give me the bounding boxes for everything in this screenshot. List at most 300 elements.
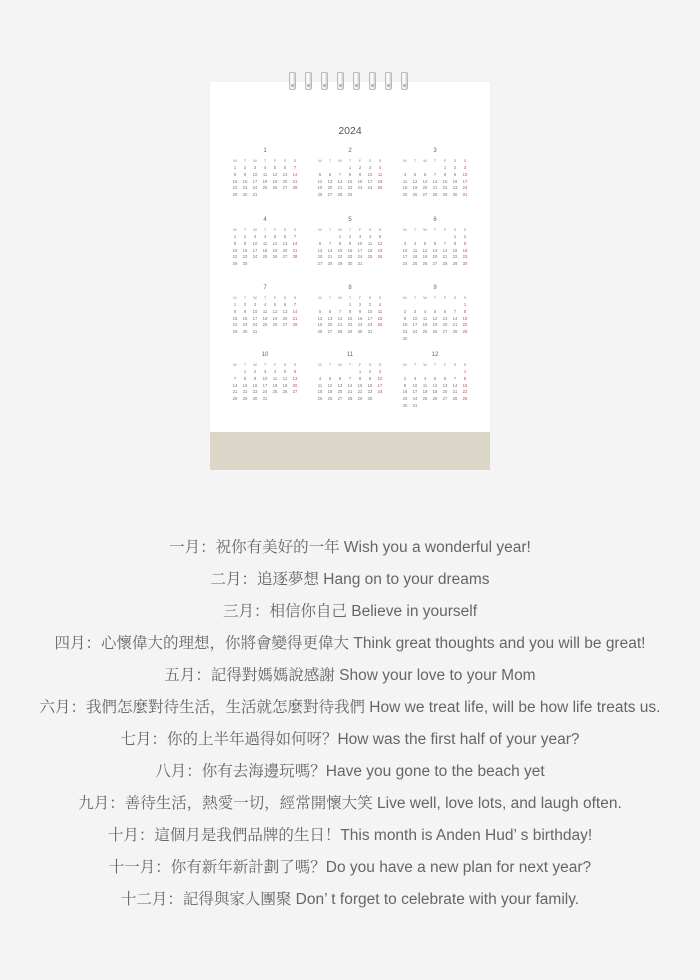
calendar-day: 28: [452, 329, 458, 335]
weekday-header: T: [433, 363, 437, 367]
weekday-header: T: [348, 363, 352, 367]
weekday-header: W: [423, 363, 427, 367]
calendar-day: 27: [282, 322, 288, 328]
weekday-header: T: [263, 159, 267, 163]
calendar-day: 27: [442, 329, 448, 335]
weekday-header: F: [273, 363, 277, 367]
calendar-day: 31: [262, 396, 268, 402]
spiral-ring: [385, 72, 392, 90]
calendar-day: 10: [262, 375, 268, 381]
weekday-header: M: [403, 296, 407, 300]
calendar-day: 28: [347, 396, 353, 402]
calendar-day: 28: [337, 329, 343, 335]
calendar-day: 14: [327, 247, 333, 253]
calendar-day: 23: [367, 389, 373, 395]
calendar-day: 13: [422, 178, 428, 184]
weekday-header: S: [378, 363, 382, 367]
weekday-header: M: [403, 228, 407, 232]
calendar-day: 2: [243, 302, 247, 307]
message-august: 八月：你有去海邊玩嗎？Have you gone to the beach yet: [155, 763, 545, 780]
calendar-day: 9: [253, 375, 257, 381]
calendar-day: 16: [402, 322, 408, 328]
calendar-day: 2: [253, 369, 257, 374]
calendar-day: 25: [262, 185, 268, 191]
calendar-day: 16: [452, 178, 458, 184]
calendar-day: 20: [282, 247, 288, 253]
calendar-day: 18: [422, 389, 428, 395]
calendar-day: 21: [432, 185, 438, 191]
calendar-day: 4: [403, 171, 407, 177]
calendar-day: 5: [433, 375, 437, 381]
calendar-day: 22: [347, 185, 353, 191]
calendar-day: 16: [242, 247, 248, 253]
calendar-day: 18: [377, 315, 383, 321]
calendar-day: 11: [377, 171, 383, 177]
calendar-day: 29: [232, 261, 238, 267]
calendar-day: 8: [348, 308, 352, 314]
calendar-day: 23: [242, 254, 248, 260]
calendar-stand-base: [210, 432, 490, 470]
calendar-day: 24: [367, 185, 373, 191]
calendar-day: 15: [242, 382, 248, 388]
calendar-day: 19: [272, 178, 278, 184]
calendar-day: 20: [327, 185, 333, 191]
weekday-header: F: [443, 296, 447, 300]
weekday-header: T: [348, 228, 352, 232]
calendar-day: 16: [402, 389, 408, 395]
calendar-day: 9: [243, 240, 247, 246]
calendar-day: 5: [433, 308, 437, 314]
weekday-header: W: [423, 228, 427, 232]
calendar-day: 27: [422, 192, 428, 198]
calendar-day: 2: [358, 165, 362, 170]
calendar-day: 23: [402, 396, 408, 402]
calendar-day: 22: [357, 389, 363, 395]
calendar-day: 8: [233, 308, 237, 314]
calendar-day: 24: [262, 389, 268, 395]
calendar-day: 25: [367, 254, 373, 260]
calendar-day: 2: [348, 234, 352, 239]
weekday-header: T: [348, 159, 352, 163]
calendar-day: 17: [262, 382, 268, 388]
calendar-day: 14: [232, 382, 238, 388]
calendar-day: 22: [337, 254, 343, 260]
calendar-day: 10: [462, 171, 468, 177]
calendar-day: 5: [318, 308, 322, 314]
weekday-header: T: [263, 228, 267, 232]
weekday-header: F: [273, 159, 277, 163]
calendar-day: 16: [367, 382, 373, 388]
calendar-day: 20: [317, 254, 323, 260]
calendar-day: 21: [442, 254, 448, 260]
calendar-day: 4: [378, 165, 382, 170]
calendar-day: 3: [253, 234, 257, 239]
weekday-header: S: [453, 228, 457, 232]
calendar-day: 2: [243, 165, 247, 170]
calendar-day: 25: [377, 185, 383, 191]
calendar-day: 8: [463, 308, 467, 314]
month-number: 10: [261, 352, 269, 358]
calendar-day: 5: [413, 171, 417, 177]
calendar-day: 6: [283, 302, 287, 307]
calendar-day: 7: [293, 165, 297, 170]
calendar-day: 16: [242, 178, 248, 184]
calendar-day: 26: [377, 254, 383, 260]
calendar-day: 23: [462, 254, 468, 260]
calendar-day: 26: [282, 389, 288, 395]
calendar-day: 30: [242, 261, 248, 267]
calendar-day: 26: [317, 329, 323, 335]
weekday-header: F: [358, 159, 362, 163]
weekday-header: S: [293, 363, 297, 367]
weekday-header: M: [318, 363, 322, 367]
calendar-day: 15: [232, 315, 238, 321]
calendar-day: 15: [232, 178, 238, 184]
calendar-day: 25: [272, 389, 278, 395]
calendar-day: 14: [337, 315, 343, 321]
calendar-day: 21: [232, 389, 238, 395]
weekday-header: S: [463, 159, 467, 163]
message-april: 四月：心懷偉大的理想，你將會變得更偉大 Think great thoughts and you will be great!: [54, 635, 646, 652]
calendar-day: 27: [282, 254, 288, 260]
calendar-day: 13: [317, 247, 323, 253]
weekday-header: T: [243, 363, 247, 367]
month-number: 7: [263, 285, 267, 291]
calendar-day: 29: [462, 396, 468, 402]
calendar-day: 3: [358, 234, 362, 239]
calendar-day: 9: [368, 375, 372, 381]
calendar-day: 19: [412, 185, 418, 191]
calendar-day: 16: [357, 315, 363, 321]
calendar-day: 28: [292, 185, 298, 191]
calendar-day: 21: [292, 178, 298, 184]
calendar-day: 6: [328, 171, 332, 177]
weekday-header: T: [348, 296, 352, 300]
calendar-day: 11: [262, 171, 268, 177]
calendar-day: 27: [317, 261, 323, 267]
calendar-day: 1: [348, 165, 352, 170]
calendar-page: [210, 82, 490, 432]
calendar-day: 31: [252, 329, 258, 335]
weekday-header: S: [293, 159, 297, 163]
spiral-ring: [289, 72, 296, 90]
weekday-header: S: [453, 296, 457, 300]
weekday-header: M: [318, 296, 322, 300]
calendar-day: 12: [422, 247, 428, 253]
calendar-day: 14: [347, 382, 353, 388]
calendar-day: 14: [337, 178, 343, 184]
weekday-header: T: [413, 228, 417, 232]
calendar-day: 28: [452, 396, 458, 402]
calendar-day: 12: [412, 178, 418, 184]
calendar-day: 27: [432, 261, 438, 267]
weekday-header: F: [273, 296, 277, 300]
calendar-day: 24: [252, 322, 258, 328]
weekday-header: T: [433, 228, 437, 232]
calendar-day: 25: [422, 329, 428, 335]
weekday-header: T: [413, 363, 417, 367]
calendar-day: 21: [327, 254, 333, 260]
calendar-day: 30: [452, 192, 458, 198]
calendar-day: 19: [272, 315, 278, 321]
calendar-day: 11: [422, 315, 428, 321]
calendar-day: 25: [402, 192, 408, 198]
calendar-day: 10: [412, 315, 418, 321]
calendar-day: 1: [453, 234, 457, 239]
weekday-header: M: [233, 363, 237, 367]
calendar-day: 1: [233, 234, 237, 239]
calendar-day: 19: [432, 389, 438, 395]
calendar-day: 23: [242, 322, 248, 328]
weekday-header: S: [368, 363, 372, 367]
calendar-day: 18: [422, 322, 428, 328]
calendar-day: 18: [402, 185, 408, 191]
calendar-day: 20: [337, 389, 343, 395]
calendar-day: 19: [282, 382, 288, 388]
weekday-header: F: [358, 296, 362, 300]
weekday-header: T: [328, 228, 332, 232]
calendar-day: 5: [273, 302, 277, 307]
weekday-header: S: [283, 159, 287, 163]
calendar-day: 10: [402, 247, 408, 253]
month-number: 8: [348, 285, 352, 291]
calendar-day: 8: [338, 240, 342, 246]
calendar-day: 25: [262, 254, 268, 260]
weekday-header: W: [338, 159, 342, 163]
weekday-header: F: [443, 159, 447, 163]
calendar-day: 11: [262, 240, 268, 246]
calendar-day: 23: [242, 185, 248, 191]
calendar-day: 17: [252, 315, 258, 321]
calendar-day: 15: [337, 247, 343, 253]
calendar-day: 29: [232, 329, 238, 335]
calendar-day: 6: [328, 308, 332, 314]
calendar-day: 1: [243, 369, 247, 374]
calendar-day: 31: [462, 192, 468, 198]
calendar-day: 7: [433, 171, 437, 177]
calendar-day: 25: [317, 396, 323, 402]
calendar-day: 4: [423, 308, 427, 314]
calendar-day: 21: [292, 247, 298, 253]
calendar-day: 4: [413, 240, 417, 246]
weekday-header: S: [453, 159, 457, 163]
calendar-day: 10: [252, 240, 258, 246]
weekday-header: W: [253, 363, 257, 367]
calendar-day: 8: [463, 375, 467, 381]
calendar-day: 21: [337, 185, 343, 191]
calendar-day: 9: [453, 171, 457, 177]
spiral-ring: [401, 72, 408, 90]
calendar-day: 13: [337, 382, 343, 388]
calendar-day: 10: [367, 308, 373, 314]
calendar-day: 24: [462, 185, 468, 191]
calendar-day: 19: [317, 185, 323, 191]
calendar-day: 24: [377, 389, 383, 395]
calendar-day: 12: [317, 315, 323, 321]
weekday-header: S: [368, 159, 372, 163]
calendar-day: 18: [367, 247, 373, 253]
calendar-day: 7: [293, 302, 297, 307]
weekday-header: S: [283, 228, 287, 232]
calendar-day: 3: [403, 240, 407, 246]
message-september: 九月：善待生活，熱愛一切，經常開懷大笑 Live well, love lots, and laugh often.: [78, 795, 622, 812]
calendar-day: 8: [348, 171, 352, 177]
calendar-day: 12: [272, 171, 278, 177]
calendar-day: 6: [338, 375, 342, 381]
calendar-day: 23: [357, 185, 363, 191]
weekday-header: T: [328, 296, 332, 300]
calendar-day: 31: [252, 192, 258, 198]
calendar-day: 29: [232, 192, 238, 198]
calendar-day: 30: [357, 329, 363, 335]
calendar-day: 29: [347, 329, 353, 335]
calendar-day: 5: [378, 234, 382, 239]
calendar-day: 16: [252, 382, 258, 388]
calendar-day: 26: [272, 322, 278, 328]
calendar-day: 2: [368, 369, 372, 374]
calendar-day: 21: [452, 389, 458, 395]
calendar-day: 20: [282, 178, 288, 184]
weekday-header: T: [413, 159, 417, 163]
month-number: 3: [433, 148, 437, 154]
month-number: 11: [346, 352, 354, 358]
weekday-header: W: [423, 159, 427, 163]
calendar-day: 22: [452, 254, 458, 260]
calendar-day: 23: [357, 322, 363, 328]
calendar-day: 6: [283, 165, 287, 170]
calendar-day: 5: [423, 240, 427, 246]
weekday-header: M: [403, 159, 407, 163]
month-number: 9: [433, 285, 437, 291]
calendar-day: 17: [357, 247, 363, 253]
calendar-day: 17: [412, 389, 418, 395]
calendar-day: 19: [377, 247, 383, 253]
calendar-day: 4: [368, 234, 372, 239]
calendar-day: 31: [367, 329, 373, 335]
calendar-day: 9: [243, 308, 247, 314]
calendar-day: 18: [377, 178, 383, 184]
weekday-header: S: [453, 363, 457, 367]
calendar-day: 15: [462, 382, 468, 388]
calendar-day: 29: [442, 192, 448, 198]
weekday-header: T: [263, 296, 267, 300]
calendar-day: 7: [328, 240, 332, 246]
calendar-day: 6: [283, 234, 287, 239]
calendar-day: 28: [442, 261, 448, 267]
calendar-day: 27: [282, 185, 288, 191]
calendar-day: 22: [462, 389, 468, 395]
message-january: 一月：祝你有美好的一年 Wish you a wonderful year!: [169, 539, 531, 556]
calendar-day: 13: [442, 382, 448, 388]
calendar-day: 26: [422, 261, 428, 267]
calendar-day: 30: [462, 261, 468, 267]
calendar-day: 22: [242, 389, 248, 395]
message-may: 五月：記得對媽媽說感謝 Show your love to your Mom: [164, 667, 536, 684]
calendar-day: 8: [233, 171, 237, 177]
calendar-day: 17: [377, 382, 383, 388]
calendar-day: 5: [273, 165, 277, 170]
calendar-day: 20: [422, 185, 428, 191]
calendar-day: 20: [292, 382, 298, 388]
calendar-day: 5: [318, 171, 322, 177]
calendar-day: 23: [252, 389, 258, 395]
weekday-header: T: [243, 159, 247, 163]
weekday-header: W: [253, 228, 257, 232]
calendar-day: 18: [262, 315, 268, 321]
message-june: 六月：我們怎麼對待生活，生活就怎麼對待我們 How we treat life, will be how life treats us.: [39, 699, 661, 716]
calendar-day: 21: [337, 322, 343, 328]
calendar-day: 2: [358, 302, 362, 307]
calendar-day: 13: [432, 247, 438, 253]
weekday-header: S: [378, 159, 382, 163]
calendar-day: 5: [328, 375, 332, 381]
calendar-day: 30: [242, 329, 248, 335]
calendar-day: 22: [442, 185, 448, 191]
calendar-day: 11: [422, 382, 428, 388]
calendar-day: 27: [327, 329, 333, 335]
calendar-day: 25: [377, 322, 383, 328]
calendar-day: 15: [347, 315, 353, 321]
calendar-day: 12: [282, 375, 288, 381]
calendar-day: 30: [402, 403, 408, 408]
calendar-day: 8: [443, 171, 447, 177]
calendar-day: 11: [262, 308, 268, 314]
weekday-header: M: [233, 159, 237, 163]
calendar-day: 20: [442, 322, 448, 328]
calendar-day: 20: [282, 315, 288, 321]
calendar-day: 26: [272, 254, 278, 260]
weekday-header: S: [463, 296, 467, 300]
calendar-day: 29: [242, 396, 248, 402]
weekday-header: S: [293, 296, 297, 300]
calendar-day: 3: [253, 165, 257, 170]
calendar-day: 2: [453, 165, 457, 170]
calendar-day: 28: [292, 254, 298, 260]
calendar-day: 14: [292, 171, 298, 177]
calendar-day: 13: [442, 315, 448, 321]
weekday-header: T: [328, 363, 332, 367]
calendar-day: 17: [462, 178, 468, 184]
calendar-day: 11: [402, 178, 408, 184]
calendar-day: 12: [327, 382, 333, 388]
calendar-day: 25: [262, 322, 268, 328]
weekday-header: F: [358, 228, 362, 232]
calendar-day: 15: [232, 247, 238, 253]
calendar-day: 27: [337, 396, 343, 402]
calendar-day: 12: [317, 178, 323, 184]
calendar-day: 18: [317, 389, 323, 395]
calendar-day: 31: [412, 403, 418, 408]
weekday-header: S: [378, 296, 382, 300]
calendar-day: 26: [432, 396, 438, 402]
spiral-ring: [353, 72, 360, 90]
calendar-day: 15: [357, 382, 363, 388]
calendar-day: 16: [242, 315, 248, 321]
calendar-day: 24: [402, 261, 408, 267]
calendar-day: 24: [252, 185, 258, 191]
month-number: 12: [431, 352, 439, 358]
calendar-day: 24: [412, 329, 418, 335]
calendar-day: 11: [412, 247, 418, 253]
month-number: 4: [263, 217, 267, 223]
weekday-header: M: [233, 296, 237, 300]
calendar-day: 9: [403, 315, 407, 321]
weekday-header: S: [463, 363, 467, 367]
calendar-day: 4: [318, 375, 322, 381]
weekday-header: F: [443, 363, 447, 367]
weekday-header: T: [243, 296, 247, 300]
calendar-day: 1: [443, 165, 447, 170]
